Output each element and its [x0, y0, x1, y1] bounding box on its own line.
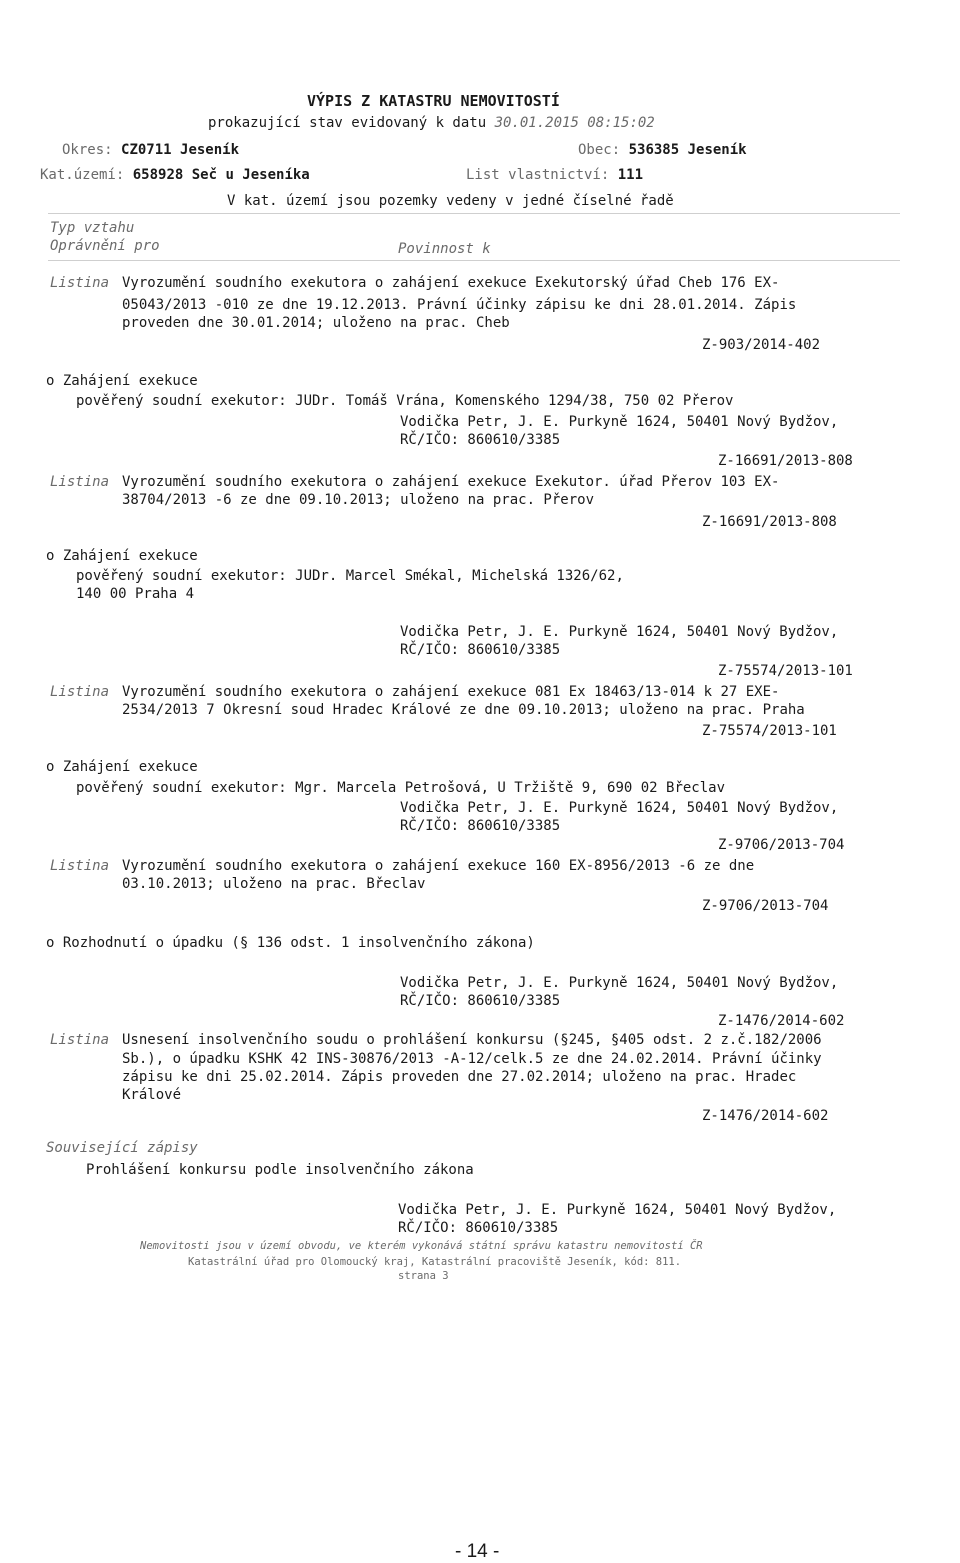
entry-label: Listina — [50, 474, 110, 490]
column-opravneni-pro: Oprávnění pro — [50, 238, 160, 254]
divider — [48, 213, 900, 214]
lv-label: List vlastnictví: — [466, 167, 610, 183]
footer-line: Katastrální úřad pro Olomoucký kraj, Katastrální pracoviště Jeseník, kód: 811. — [188, 1256, 682, 1268]
section-title: o Zahájení exekuce — [46, 759, 198, 775]
subtitle-prefix: prokazující stav evidovaný k datu — [208, 115, 487, 131]
okres-row — [62, 141, 239, 159]
footer-page-label: strana 3 — [398, 1270, 449, 1282]
section-line: pověřený soudní exekutor: JUDr. Tomáš Vrána, Komenského 1294/38, 750 02 Přerov — [76, 393, 734, 409]
section-line: pověřený soudní exekutor: Mgr. Marcela Petrošová, U Tržiště 9, 690 02 Břeclav — [76, 780, 726, 796]
divider — [48, 260, 900, 261]
okres-label: Okres: — [62, 142, 113, 158]
party-line: Vodička Petr, J. E. Purkyně 1624, 50401 Nový Bydžov, — [400, 975, 839, 991]
document-title: VÝPIS Z KATASTRU NEMOVITOSTÍ — [307, 92, 560, 110]
lv-row — [466, 166, 643, 184]
entry-reference: Z-16691/2013-808 — [702, 514, 837, 530]
entry-reference: Z-1476/2014-602 — [718, 1013, 845, 1029]
section-title: o Zahájení exekuce — [46, 373, 198, 389]
page-number: - 14 - — [455, 1541, 500, 1562]
entry-label: Listina — [50, 858, 110, 874]
entry-text-line: Králové — [122, 1087, 182, 1103]
entry-reference: Z-75574/2013-101 — [702, 723, 837, 739]
subtitle-datetime: 30.01.2015 08:15:02 — [494, 115, 655, 131]
party-line: RČ/IČO: 860610/3385 — [400, 432, 561, 448]
entry-text-line: 2534/2013 7 Okresní soud Hradec Králové ze dne 09.10.2013; uloženo na prac. Praha — [122, 702, 805, 718]
related-line: Prohlášení konkursu podle insolvenčního zákona — [86, 1162, 474, 1178]
party-line: RČ/IČO: 860610/3385 — [400, 642, 561, 658]
katuzemi-value: 658928 Seč u Jeseníka — [132, 167, 310, 183]
katuzemi-row — [40, 166, 310, 184]
entry-text-line: 03.10.2013; uloženo na prac. Břeclav — [122, 876, 426, 892]
lv-value: 111 — [617, 167, 644, 183]
entry-reference: Z-1476/2014-602 — [702, 1108, 829, 1124]
obec-row — [578, 141, 747, 159]
column-typ-vztahu: Typ vztahu — [50, 220, 135, 236]
related-label: Související zápisy — [46, 1140, 198, 1156]
entry-label: Listina — [50, 684, 110, 700]
entry-reference: Z-9706/2013-704 — [718, 837, 845, 853]
entry-text-line: zápisu ke dni 25.02.2014. Zápis proveden dne 27.02.2014; uloženo na prac. Hradec — [122, 1069, 797, 1085]
entry-text-line: proveden dne 30.01.2014; uloženo na prac. Cheb — [122, 315, 510, 331]
section-line: 140 00 Praha 4 — [76, 586, 195, 602]
entry-reference: Z-16691/2013-808 — [718, 453, 853, 469]
entry-text-line: Vyrozumění soudního exekutora o zahájení exekuce 160 EX-8956/2013 -6 ze dne — [122, 858, 755, 874]
party-line: RČ/IČO: 860610/3385 — [400, 993, 561, 1009]
entry-reference: Z-9706/2013-704 — [702, 898, 829, 914]
party-line: Vodička Petr, J. E. Purkyně 1624, 50401 Nový Bydžov, — [400, 800, 839, 816]
header-note: V kat. území jsou pozemky vedeny v jedné číselné řadě — [227, 193, 674, 209]
party-line: Vodička Petr, J. E. Purkyně 1624, 50401 Nový Bydžov, — [400, 414, 839, 430]
entry-text-line: Sb.), o úpadku KSHK 42 INS-30876/2013 -A-12/celk.5 ze dne 24.02.2014. Právní účinky — [122, 1051, 822, 1067]
entry-reference: Z-75574/2013-101 — [718, 663, 853, 679]
entry-text-line: Vyrozumění soudního exekutora o zahájení exekuce 081 Ex 18463/13-014 k 27 EXE- — [122, 684, 780, 700]
section-title: o Rozhodnutí o úpadku (§ 136 odst. 1 insolvenčního zákona) — [46, 935, 535, 951]
entry-label: Listina — [50, 275, 110, 291]
obec-label: Obec: — [578, 142, 621, 158]
entry-reference: Z-903/2014-402 — [702, 337, 821, 353]
entry-text-line: 38704/2013 -6 ze dne 09.10.2013; uloženo na prac. Přerov — [122, 492, 595, 508]
entry-text-line: 05043/2013 -010 ze dne 19.12.2013. Právní účinky zápisu ke dni 28.01.2014. Zápis — [122, 297, 797, 313]
footer-line: Nemovitosti jsou v území obvodu, ve kterém vykonává státní správu katastru nemovitostí ČR — [140, 1240, 703, 1252]
okres-value: CZ0711 Jeseník — [121, 142, 240, 158]
section-title: o Zahájení exekuce — [46, 548, 198, 564]
katuzemi-label: Kat.území: — [40, 167, 125, 183]
obec-value: 536385 Jeseník — [628, 142, 747, 158]
party-line: Vodička Petr, J. E. Purkyně 1624, 50401 Nový Bydžov, — [398, 1202, 837, 1218]
entry-text-line: Vyrozumění soudního exekutora o zahájení exekuce Exekutorský úřad Cheb 176 EX- — [122, 275, 780, 291]
party-line: RČ/IČO: 860610/3385 — [398, 1220, 559, 1236]
entry-text-line: Usnesení insolvenčního soudu o prohlášení konkursu (§245, §405 odst. 2 z.č.182/2006 — [122, 1032, 822, 1048]
party-line: Vodička Petr, J. E. Purkyně 1624, 50401 Nový Bydžov, — [400, 624, 839, 640]
document-subtitle — [208, 114, 655, 132]
entry-label: Listina — [50, 1032, 110, 1048]
party-line: RČ/IČO: 860610/3385 — [400, 818, 561, 834]
column-povinnost-k: Povinnost k — [398, 241, 491, 257]
section-line: pověřený soudní exekutor: JUDr. Marcel Smékal, Michelská 1326/62, — [76, 568, 624, 584]
entry-text-line: Vyrozumění soudního exekutora o zahájení exekuce Exekutor. úřad Přerov 103 EX- — [122, 474, 780, 490]
